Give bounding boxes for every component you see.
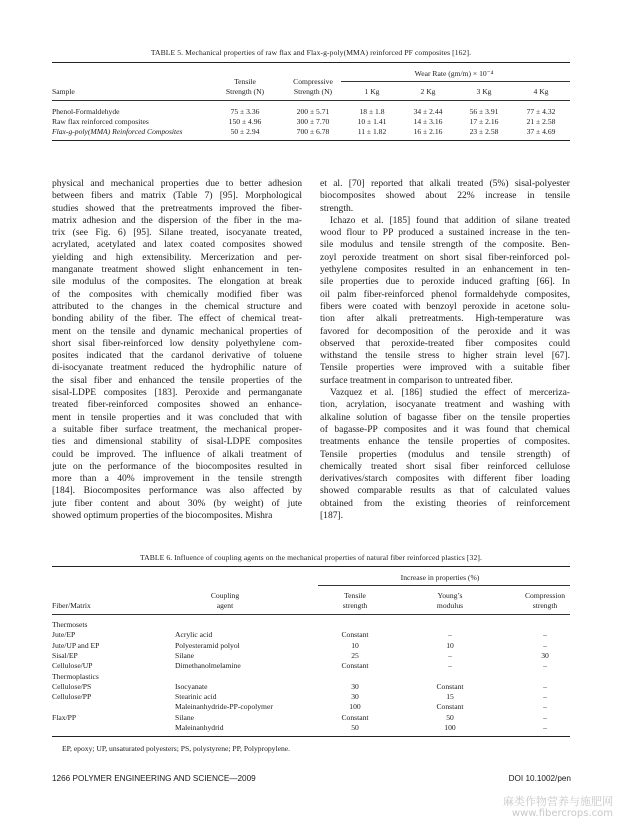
table5-row3-2kg: 16 ± 2.16	[413, 127, 443, 136]
table6-cell: Silane	[175, 712, 194, 722]
table6-cell: Maleinanhydride-PP-copolymer	[175, 702, 273, 712]
table6-col-young-1: Young’s	[437, 591, 463, 600]
table5-row3-4kg: 37 ± 4.69	[526, 127, 556, 136]
left-column-line: attributed to the changes in the chemical structure and	[52, 300, 302, 312]
table6-cell: 100	[444, 723, 456, 732]
left-column-line: ment on the tensile and dynamic mechanical properties of	[52, 325, 302, 337]
table6-cell: –	[448, 661, 452, 671]
table6-cell: 10	[351, 640, 359, 650]
left-text-column	[52, 178, 302, 522]
table5-row3-sample: Flax-g-poly(MMA) Reinforced Composites	[52, 127, 183, 136]
table6-col-young-2: modulus	[436, 601, 464, 610]
table6-col-coupling-2: agent	[216, 601, 234, 610]
table5-col-2kg: 2 Kg	[420, 87, 436, 96]
table6-cell: –	[448, 630, 452, 640]
left-column-line: short sisal fiber-reinforced low density polyethylene com-	[52, 337, 302, 349]
left-column-line: [184]. Biocomposites performance was also affected by	[52, 485, 302, 497]
left-column-line: sisal-LDPE composites [183]. Peroxide and permanganate	[52, 387, 302, 399]
table5-row2-1kg: 10 ± 1.41	[357, 117, 387, 126]
left-column-line: acrylated, acetylated and latex coated composites showed	[52, 239, 302, 251]
table5-col-compressive-2: Strength (N)	[293, 87, 333, 96]
right-column-line: surface treatment in comparison to untreated fiber.	[320, 374, 513, 386]
table6-increase-header: Increase in properties (%)	[400, 573, 480, 582]
table6-cell: –	[543, 692, 547, 702]
left-column-line: yielding and high extensibility. Mercerization and per-	[52, 251, 302, 263]
table6-cell: 10	[446, 640, 454, 650]
table6-cell: Acrylic acid	[175, 630, 213, 640]
table6-cell: Isocyanate	[175, 681, 208, 691]
right-column-line: yethylene composites resulted in an enhancement in ten-	[320, 264, 570, 276]
right-column-line: sile properties due to peroxide induced grafting [66]. In	[320, 276, 570, 288]
right-column-line: tion, acrylation, isocyanate treatment and washing with	[320, 399, 570, 411]
left-column-line: ties and dimensional stability of sisal-LDPE composites	[52, 436, 302, 448]
table5-col-tensile-1: Tensile	[234, 77, 256, 86]
table5-col-3kg: 3 Kg	[476, 87, 492, 96]
table5-row1-4kg: 77 ± 4.32	[526, 107, 556, 116]
right-column-line: withstand the tensile stress to higher strain level [67].	[320, 350, 570, 362]
table5-row2-4kg: 21 ± 2.58	[526, 117, 556, 126]
table6-cell: Maleinanhydrid	[175, 723, 224, 732]
table6-col-tensile-2: strength	[342, 601, 368, 610]
table5-row2-compressive: 300 ± 7.70	[296, 117, 330, 126]
table5-row3-1kg: 11 ± 1.82	[357, 127, 387, 136]
table6-cell: –	[543, 712, 547, 722]
right-column-line: alkaline solution of bagasse fiber on the tensile properties	[320, 411, 570, 423]
right-column-line: [187].	[320, 510, 344, 522]
right-column-line: strength.	[320, 202, 354, 214]
table6-cell: Thermoplastics	[52, 671, 99, 681]
table6-cell: Stearinic acid	[175, 692, 217, 702]
right-column-line: favored for decomposition of the peroxide and it was	[320, 325, 570, 337]
table5-row2-2kg: 14 ± 3.16	[413, 117, 443, 126]
right-column-line: derivatives/starch composites with different fiber loading	[320, 473, 570, 485]
table6-cell: Constant	[341, 712, 369, 722]
right-column-line: Tensile properties (modulus and tensile strength) of	[320, 448, 570, 460]
right-column-line: treatments enhance the tensile properties of composites.	[320, 436, 570, 448]
left-column-line: between fibers and matrix (Table 7) [95]. Morphological	[52, 190, 302, 202]
right-column-line: sile modulus and tensile strength of the composite. Ben-	[320, 239, 570, 251]
table6-cell: –	[543, 702, 547, 712]
left-column-line: ment in tensile properties and it was concluded that with	[52, 411, 302, 423]
table6-cell: Jute/EP	[52, 630, 76, 640]
left-column-line: bonding ability of the fiber. The effect of chemical treat-	[52, 313, 302, 325]
right-column-line: Vazquez et al. [186] studied the effect of merceriza-	[330, 387, 570, 399]
right-column-line: fibers were coated with benzoyl peroxide in acetone solu-	[320, 300, 570, 312]
right-column-line: of bagasse-PP composites and it was found that chemical	[320, 423, 570, 435]
right-column-line: et al. [70] reported that alkali treated (5%) sisal-polyester	[320, 178, 570, 189]
table6-cell: –	[543, 723, 547, 732]
table6-header-rule	[52, 614, 570, 615]
table5-row1-3kg: 56 ± 3.91	[469, 107, 499, 116]
watermark-url: www.fibercrops.com	[511, 808, 613, 819]
page-footer-doi: DOI 10.1002/pen	[508, 774, 571, 783]
left-column-line: di-isocyanate treatment reduced the hydrophilic nature of	[52, 362, 302, 374]
table6-cell: Constant	[436, 702, 464, 712]
table6-cell: Cellulose/PP	[52, 692, 92, 702]
table6-cell: –	[448, 650, 452, 660]
left-column-line: could be improved. The influence of alkali treatment of	[52, 448, 302, 460]
left-column-line: sile modulus of the composites. The elongation at break	[52, 276, 302, 288]
left-column-line: showed optimum properties of the biocomposites. Mishra	[52, 510, 273, 522]
table5-row2-tensile: 150 ± 4.96	[228, 117, 262, 126]
left-column-line: a suitable fiber surface treatment, the mechanical proper-	[52, 423, 302, 435]
table5-wear-rule	[341, 81, 570, 82]
table6-cell: Thermosets	[52, 620, 88, 629]
left-column-line: the sisal fiber and enhanced the tensile properties of the	[52, 374, 302, 386]
right-column-line: chemically treated short sisal fiber reinforced cellulose	[320, 460, 570, 472]
right-column-line: wood flour to PP produced a sustained increase in the ten-	[320, 227, 570, 239]
table5-col-tensile-2: Strength (N)	[225, 87, 265, 96]
table6-cell: –	[543, 630, 547, 640]
table5-wear-header: Wear Rate (gm/m) × 10⁻⁴	[414, 69, 494, 78]
right-column-line: oil palm fiber-reinforced phenol formaldehyde composites,	[320, 288, 570, 300]
table6-cell: Cellulose/UP	[52, 661, 93, 671]
left-column-line: jute on the performance of the biocomposites resulted in	[52, 460, 302, 472]
left-column-line: of the composites with chemically modified fiber was	[52, 288, 302, 300]
left-column-line: treated fiber-reinforced composites showed an enhance-	[52, 399, 302, 411]
table6-cell: –	[543, 661, 547, 671]
left-column-line: studies showed that the pretreatments improved the fiber-	[52, 202, 302, 214]
table6-cell: Cellulose/PS	[52, 681, 92, 691]
table6-cell: Jute/UP and EP	[52, 640, 100, 650]
table6-col-fiber: Fiber/Matrix	[52, 601, 91, 610]
table5-header-rule	[52, 100, 570, 101]
table6-cell: 25	[351, 650, 359, 660]
table6-cell: Constant	[341, 661, 369, 671]
table5-col-4kg: 4 Kg	[533, 87, 549, 96]
table6-top-rule	[52, 566, 570, 567]
table6-cell: Constant	[436, 681, 464, 691]
right-column-line: tion after alkali pretreatments. High-temperature was	[320, 313, 570, 325]
table6-cell: 15	[446, 692, 454, 702]
table6-cell: 100	[349, 702, 361, 712]
table6-col-coupling-1: Coupling	[210, 591, 240, 600]
table6-cell: Silane	[175, 650, 194, 660]
left-column-line: physical and mechanical properties due to better adhesion	[52, 178, 302, 189]
table5-top-rule	[52, 62, 570, 63]
right-column-line: zoyl peroxide treatment on short sisal fiber-reinforced pol-	[320, 251, 570, 263]
right-column-line: Tensile properties were improved with a suitable fiber	[320, 362, 570, 374]
table6-cell: –	[543, 681, 547, 691]
table6-cell: 50	[446, 712, 454, 722]
table6-cell: Constant	[341, 630, 369, 640]
table5-col-sample: Sample	[52, 87, 75, 96]
table6-caption: TABLE 6. Influence of coupling agents on the mechanical properties of natural fiber reinforced plastics [32].	[140, 553, 482, 562]
right-column-line: observed that peroxide-treated fiber composites could	[320, 337, 570, 349]
table6-cell: 30	[351, 681, 359, 691]
table5-row3-tensile: 50 ± 2.94	[230, 127, 260, 136]
table5-row1-1kg: 18 ± 1.8	[359, 107, 385, 116]
table5-row3-3kg: 23 ± 2.58	[469, 127, 499, 136]
left-column-line: manganate treatment showed slight enhancement in ten-	[52, 264, 302, 276]
left-column-line: trix (see Fig. 6) [95]. Silane treated, isocyanate treated,	[52, 227, 302, 239]
right-text-column	[320, 178, 570, 522]
table6-cell: Polyesteramid polyol	[175, 640, 240, 650]
table6-col-compression-1: Compression	[524, 591, 566, 600]
table6-footnote: EP, epoxy; UP, unsaturated polyesters; PS, polystyrene; PP, Polypropylene.	[62, 744, 291, 753]
table5-row1-compressive: 200 ± 5.71	[296, 107, 330, 116]
left-column-line: matrix adhesion and the dispersion of the fiber in the ma-	[52, 214, 302, 226]
table5-col-1kg: 1 Kg	[364, 87, 380, 96]
right-column-line: biocomposites showed about 22% increase in tensile	[320, 190, 570, 202]
right-column-line: showed comparable results as that of calculated values	[320, 485, 570, 497]
table6-cell: Sisal/EP	[52, 650, 78, 660]
table5-row2-sample: Raw flax reinforced composites	[52, 117, 149, 126]
right-column-line: obtained from the existing theories of reinforcement	[320, 497, 570, 509]
table6-cell: 30	[351, 692, 359, 702]
table6-cell: Dimethanolmelamine	[175, 661, 241, 671]
table5-col-compressive-1: Compressive	[293, 77, 333, 86]
table6-col-tensile-1: Tensile	[344, 591, 366, 600]
table6-col-compression-2: strength	[532, 601, 558, 610]
table6-bottom-rule	[52, 736, 570, 737]
left-column-line: jute fiber content and about 30% (by weight) of jute	[52, 497, 302, 509]
table6-cell: 50	[351, 723, 359, 732]
table5-caption: TABLE 5. Mechanical properties of raw flax and Flax-g-poly(MMA) reinforced PF composites [162].	[150, 48, 472, 57]
left-column-line: posites indicated that the cardanol derivative of toluene	[52, 350, 302, 362]
table6-cell: Flax/PP	[52, 712, 77, 722]
left-column-line: more than a 40% improvement in the tensile strength	[52, 473, 302, 485]
table6-cell: 30	[541, 650, 549, 660]
table5-row3-compressive: 700 ± 6.78	[296, 127, 330, 136]
table6-cell: –	[543, 640, 547, 650]
table6-increase-rule	[318, 585, 570, 586]
table5-bottom-rule	[52, 140, 570, 141]
table5-row2-3kg: 17 ± 2.16	[469, 117, 499, 126]
right-column-line: Ichazo et al. [185] found that addition of silane treated	[330, 214, 570, 226]
table5-row1-2kg: 34 ± 2.44	[413, 107, 443, 116]
table5-row1-tensile: 75 ± 3.36	[230, 107, 260, 116]
table5-row1-sample: Phenol-Formaldehyde	[52, 107, 120, 116]
page-footer-journal: 1266 POLYMER ENGINEERING AND SCIENCE—2009	[52, 774, 256, 783]
watermark-cn: 麻类作物营养与施肥网	[503, 795, 613, 808]
